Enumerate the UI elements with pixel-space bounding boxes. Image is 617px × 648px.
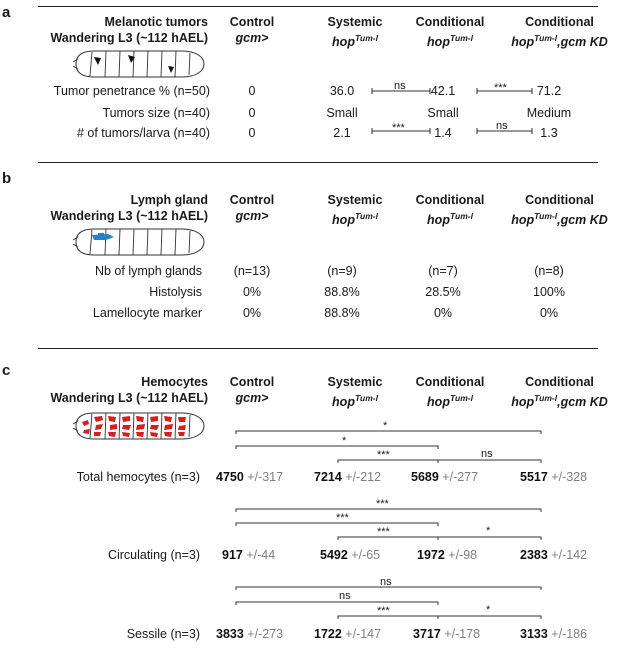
panel-a-row-label: # of tumors/larva (n=40) [76, 126, 210, 140]
panel-b-cell: (n=13) [233, 264, 271, 278]
panel-a-row-label: Tumors size (n=40) [102, 106, 210, 120]
col-genotype: hop$^{Tum-l}$ [332, 33, 378, 50]
panel-c-cell [216, 627, 283, 641]
mean-value: 917 [222, 548, 243, 562]
panel-a-stat: ns [394, 80, 406, 92]
stat-bracket [438, 460, 541, 463]
col-title: Control [229, 15, 275, 29]
sd-value: +/-328 [551, 470, 588, 484]
panel-c-row-label: Total hemocytes (n=3) [76, 470, 200, 484]
mean-value: 1722 [314, 627, 342, 641]
stat-bracket [438, 616, 541, 619]
panel-a-cell: 1.3 [540, 126, 558, 140]
panel-b-cell: 100% [533, 285, 565, 299]
col-genotype: gcm> [235, 31, 269, 45]
panel-c-stat: *** [336, 512, 349, 524]
panel-c-cell [520, 548, 587, 562]
panel-b-cell: (n=7) [428, 264, 458, 278]
panel-a-row-label: Tumor penetrance % (n=50) [53, 84, 210, 98]
panel-c-stat: * [486, 604, 491, 616]
panel-c-stat: * [486, 525, 491, 537]
panel-c-cell [222, 548, 275, 562]
col-genotype: hop$^{Tum-l}$,gcm KD [511, 33, 608, 50]
sd-value: +/-98 [448, 548, 478, 562]
panel-a-stat: *** [392, 122, 405, 134]
mean-value: 3133 [520, 627, 548, 641]
stat-bracket [236, 602, 438, 605]
panel-c-stat: * [342, 435, 347, 447]
panel-b-title-line1: Lymph gland [130, 193, 208, 207]
mean-value: 3717 [413, 627, 441, 641]
panel-c-cell [216, 470, 283, 484]
mean-value: 5492 [320, 548, 348, 562]
panel-b-cell: 0% [433, 306, 453, 320]
panel-c-cell [417, 548, 477, 562]
sd-value: +/-186 [551, 627, 588, 641]
col-title: Control [229, 193, 275, 207]
col-genotype: hop$^{Tum-l}$ [427, 211, 473, 228]
panel-c-stat: *** [377, 605, 390, 617]
panel-a-cell: 0 [248, 106, 256, 120]
panel-c-row-label: Circulating (n=3) [107, 548, 200, 562]
panel-c-stat: ns [339, 590, 351, 602]
panel-c-cell [520, 470, 587, 484]
panel-c-stat: ns [481, 448, 493, 460]
col-title: Conditional [415, 193, 485, 207]
col-title: Conditional [525, 193, 594, 207]
panel-c-stat: *** [376, 498, 389, 510]
stat-bracket [236, 446, 438, 449]
panel-b-row-label: Histolysis [149, 285, 202, 299]
panel-b-letter: b [2, 170, 12, 187]
sd-value: +/-317 [247, 470, 284, 484]
sd-value: +/-273 [247, 627, 284, 641]
mean-value: 7214 [314, 470, 342, 484]
sd-value: +/-277 [442, 470, 479, 484]
panel-b-cell: 88.8% [324, 285, 360, 299]
panel-a-cell: 36.0 [329, 84, 355, 98]
panel-c-stat: *** [377, 449, 390, 461]
sd-value: +/-65 [351, 548, 381, 562]
panel-c-cell [413, 627, 480, 641]
panel-a-cell: 2.1 [333, 126, 351, 140]
mean-value: 4750 [216, 470, 244, 484]
panel-a-letter: a [2, 4, 11, 21]
panel-c-letter: c [2, 362, 11, 379]
panel-a-cell: Small [326, 106, 358, 120]
panel-c-title-line2: Wandering L3 (~112 hAEL) [50, 391, 208, 405]
col-title: Systemic [327, 15, 383, 29]
panel-b-title-line2: Wandering L3 (~112 hAEL) [50, 209, 208, 223]
col-title: Control [229, 375, 275, 389]
mean-value: 1972 [417, 548, 445, 562]
col-title: Systemic [327, 193, 383, 207]
panel-b-cell: 0% [242, 285, 262, 299]
panel-a-title-line1: Melanotic tumors [104, 15, 208, 29]
panel-c-stat: * [383, 420, 388, 432]
stat-bracket [236, 431, 541, 434]
col-genotype: hop$^{Tum-l}$,gcm KD [511, 211, 608, 228]
panel-b-cell: 0% [242, 306, 262, 320]
panel-c-cell [314, 627, 381, 641]
panel-a-cell: 1.4 [434, 126, 452, 140]
sd-value: +/-147 [345, 627, 382, 641]
col-genotype: hop$^{Tum-l}$ [332, 211, 378, 228]
col-genotype: hop$^{Tum-l}$ [427, 393, 473, 410]
col-genotype: gcm> [235, 391, 269, 405]
sd-value: +/-212 [345, 470, 382, 484]
col-title: Conditional [525, 15, 594, 29]
mean-value: 5689 [411, 470, 439, 484]
panel-a-stat: ns [496, 120, 508, 132]
panel-b-row-label: Nb of lymph glands [94, 264, 202, 278]
panel-c-row-label: Sessile (n=3) [126, 627, 200, 641]
panel-c-cell [314, 470, 381, 484]
stat-bracket [438, 537, 541, 540]
panel-b-cell: (n=9) [327, 264, 357, 278]
mean-value: 3833 [216, 627, 244, 641]
panel-a-cell: 71.2 [536, 84, 562, 98]
panel-a-cell: 0 [248, 126, 256, 140]
panel-c-title-line1: Hemocytes [141, 375, 208, 389]
col-genotype: gcm> [235, 209, 269, 223]
col-genotype: hop$^{Tum-l}$,gcm KD [511, 393, 608, 410]
panel-c-cell [520, 627, 587, 641]
panel-a-cell: 0 [248, 84, 256, 98]
panel-c-stat: *** [377, 526, 390, 538]
panel-c-cell [411, 470, 478, 484]
mean-value: 2383 [520, 548, 548, 562]
panel-a-cell: Small [427, 106, 459, 120]
sd-value: +/-142 [551, 548, 588, 562]
panel-a-cell: 42.1 [430, 84, 456, 98]
panel-b-cell: 0% [539, 306, 559, 320]
panel-b-cell: (n=8) [534, 264, 564, 278]
panel-a-stat: *** [494, 82, 507, 94]
panel-c-stat: ns [380, 576, 392, 588]
panel-a-cell: Medium [526, 106, 572, 120]
col-title: Conditional [525, 375, 594, 389]
col-title: Conditional [415, 15, 485, 29]
panel-a-title-line2: Wandering L3 (~112 hAEL) [50, 31, 208, 45]
panel-b-row-label: Lamellocyte marker [92, 306, 202, 320]
col-title: Systemic [327, 375, 383, 389]
mean-value: 5517 [520, 470, 548, 484]
col-genotype: hop$^{Tum-l}$ [332, 393, 378, 410]
col-title: Conditional [415, 375, 485, 389]
sd-value: +/-44 [246, 548, 276, 562]
col-genotype: hop$^{Tum-l}$ [427, 33, 473, 50]
panel-b-cell: 88.8% [324, 306, 360, 320]
panel-b-cell: 28.5% [425, 285, 461, 299]
panel-c-cell [320, 548, 380, 562]
sd-value: +/-178 [444, 627, 481, 641]
